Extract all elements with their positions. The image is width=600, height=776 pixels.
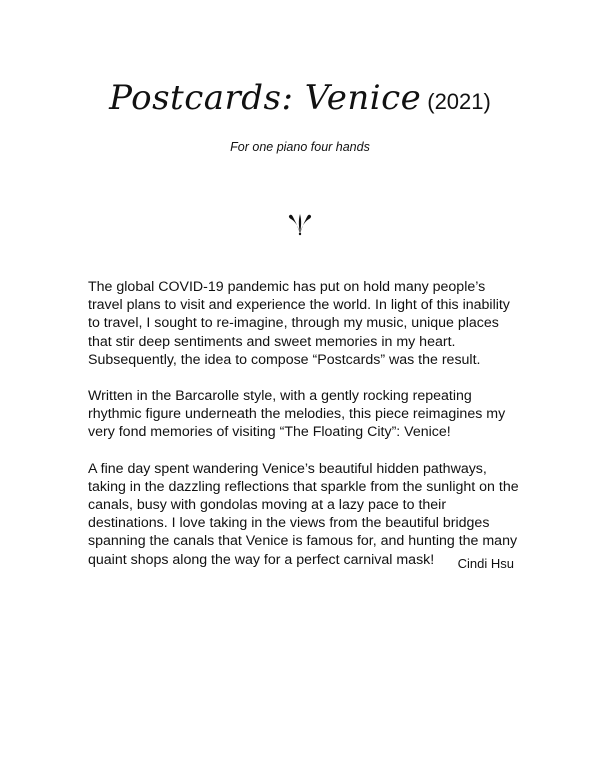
body-text	[88, 278, 520, 587]
fleuron-ornament-icon	[287, 212, 313, 236]
title-year: (2021)	[427, 89, 491, 114]
signature: Cindi Hsu	[457, 556, 514, 571]
paragraph-1: The global COVID-19 pandemic has put on hold many people’s travel plans to visit and experience the world. In light of this inability to travel, I sought to re-imagine, through my music, unique places that stir deep sentiments and sweet memories in my heart. Subsequently, the idea to compose “Postcards” was the result.	[88, 279, 510, 368]
title-text: Postcards: Venice	[109, 78, 422, 118]
paragraph-3: A fine day spent wandering Venice’s beautiful hidden pathways, taking in the dazzling reflections that sparkle from the sunlight on the canals, busy with gondolas moving at a lazy pace to their destinations. I love taking in the views from the beautiful bridges spanning the canals that Venice is famous for, and hunting the many quaint shops along the way for a perfect carnival mask!	[88, 460, 519, 568]
paragraph-2: Written in the Barcarolle style, with a gently rocking repeating rhythmic figure underneath the melodies, this piece reimagines my very fond memories of visiting “The Floating City”: Venice!	[88, 388, 506, 441]
subtitle: For one piano four hands	[230, 140, 370, 154]
page-title	[0, 78, 600, 118]
